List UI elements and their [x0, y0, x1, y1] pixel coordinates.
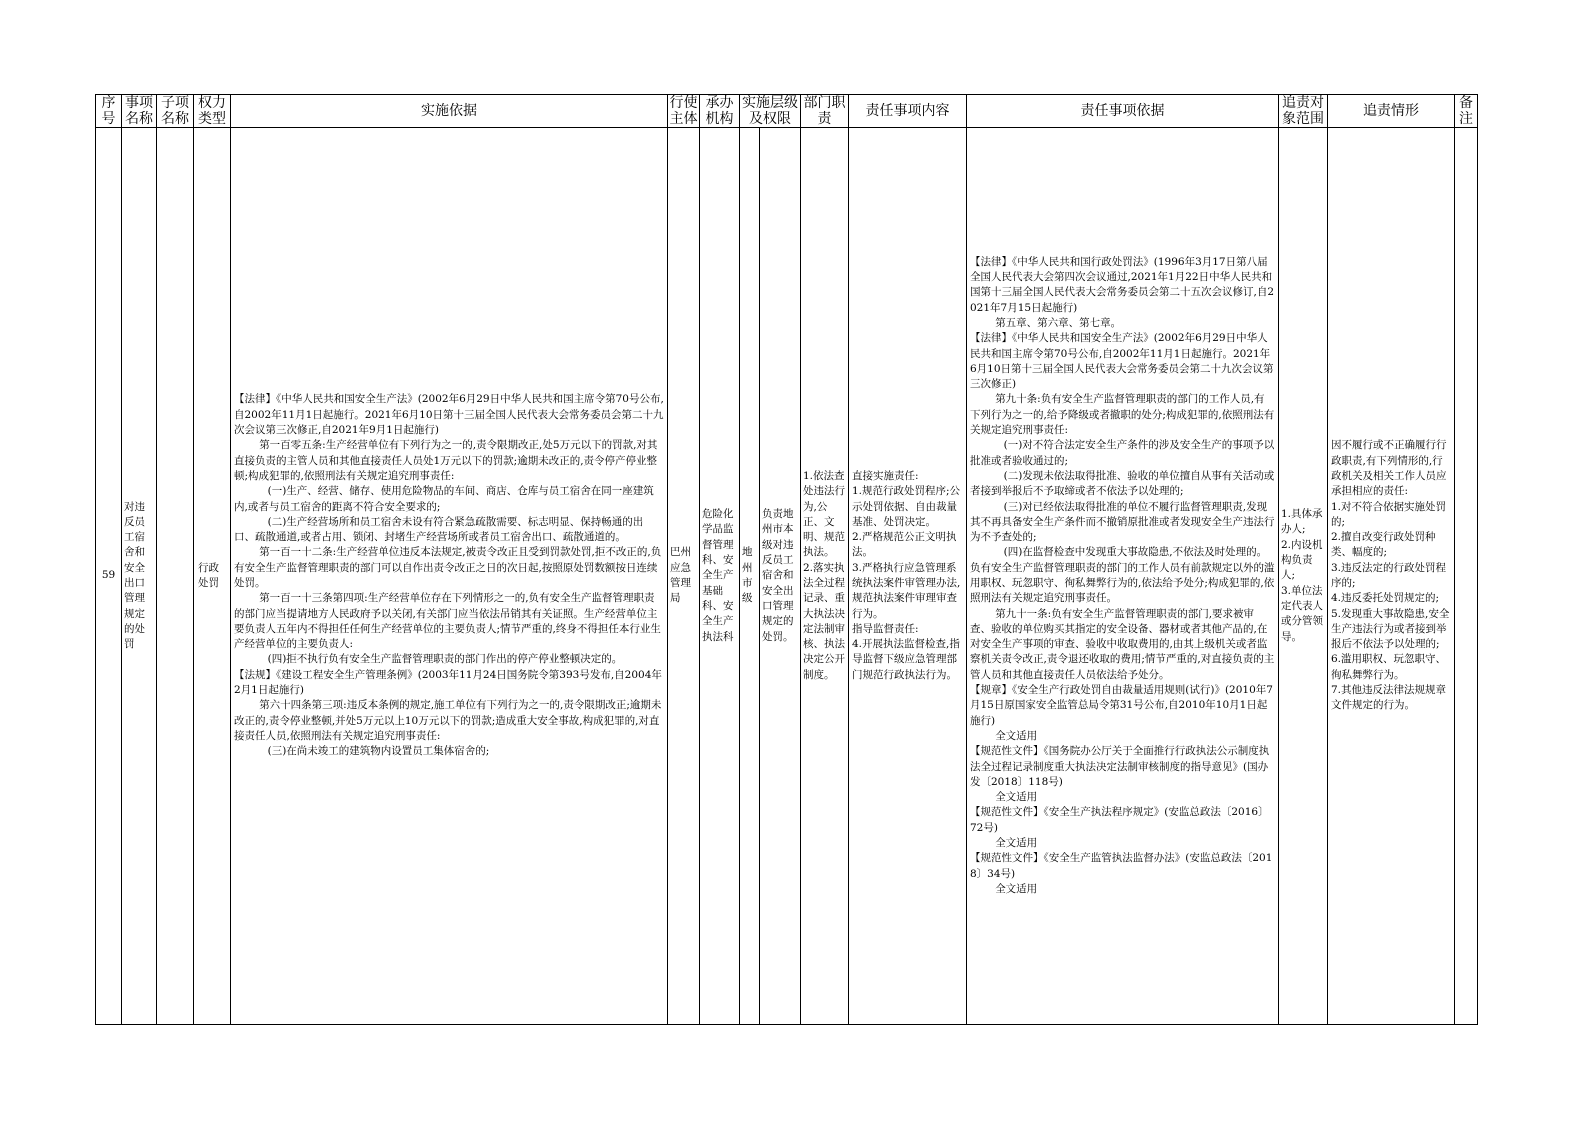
paragraph: (一)对不符合法定安全生产条件的涉及安全生产的事项予以批准或者验收通过的; [970, 439, 1275, 467]
row-resp-content: 直接实施责任: 1.规范行政处罚程序;公示处罚依据、自由裁量基准、处罚决定。 2.严格规范公正文明执法。 3.严格执行应急管理系统执法案件审管理办法,规范执法案件审理审查行为。 指导监督责任: 4.开展执法监督检查,指导监督下级应急管理部门规范行政执法行为。 [849, 128, 967, 1025]
paragraph: 【法律】《中华人民共和国行政处罚法》(1996年3月17日第八届全国人民代表大会第四次会议通过,2021年1月22日中华人民共和国第十三届全国人民代表大会常务委员会第二十五次会议修订,自2021年7月15日起施行) [970, 255, 1275, 314]
header-seq: 序 号 [96, 95, 122, 128]
header-remark: 备 注 [1455, 95, 1478, 128]
row-level-a: 地州市级 [740, 128, 760, 1025]
power-list-table [95, 94, 1478, 1025]
row-subject: 巴州应急管理局 [668, 128, 700, 1025]
paragraph: 【法律】《中华人民共和国安全生产法》(2002年6月29日中华人民共和国主席令第70号公布,自2002年11月1日起施行。2021年6月10日第十三届全国人民代表大会常务委员会第二十九次会议第三次修正,自2021年9月1日起施行) [234, 393, 664, 437]
paragraph: (四)拒不执行负有安全生产监督管理职责的部门作出的停产停业整顿决定的。 [267, 653, 623, 666]
paragraph: 第一百一十二条:生产经营单位违反本法规定,被责令改正且受到罚款处罚,拒不改正的,负有安全生产监督管理职责的部门可以自作出责令改正之日的次日起,按照原处罚数额按日连续处罚。 [234, 546, 662, 589]
header-resp-basis: 责任事项依据 [967, 95, 1279, 128]
paragraph: 【规章】《安全生产行政处罚自由裁量适用规则(试行)》(2010年7月15日原国家安全监管总局令第31号公布,自2010年10月1日起施行) [970, 684, 1273, 727]
header-sub-item: 子项 名称 [157, 95, 194, 128]
basis-text [234, 392, 664, 759]
paragraph: 第一百一十三条第四项:生产经营单位存在下列情形之一的,负有安全生产监督管理职责的部门应当提请地方人民政府予以关闭,有关部门应当依法吊销其有关证照。生产经营单位主要负责人五年内不得担任任何生产经营单位的主要负责人;情节严重的,终身不得担任本行业生产经营单位的主要负责人: [234, 592, 661, 651]
paragraph: 【规范性文件】《国务院办公厅关于全面推行行政执法公示制度执法全过程记录制度重大执法决定法制审核制度的指导意见》(国办发〔2018〕118号) [970, 745, 1270, 788]
row-seq: 59 [96, 128, 122, 1025]
row-resp-basis [967, 128, 1279, 1025]
paragraph: 【法律】《中华人民共和国安全生产法》(2002年6月29日中华人民共和国主席令第70号公布,自2002年11月1日起施行。2021年6月10日第十三届全国人民代表大会常务委员会第二十九次会议第三次修正) [970, 332, 1274, 391]
row-agency: 危险化学品监督管理科、安全生产基础科、安全生产执法科 [700, 128, 740, 1025]
header-account-case: 追责情形 [1328, 95, 1455, 128]
resp-basis-text [970, 255, 1275, 897]
header-item-name: 事项 名称 [122, 95, 157, 128]
paragraph: 全文适用 [995, 882, 1038, 895]
header-basis: 实施依据 [231, 95, 668, 128]
paragraph: 全文适用 [995, 791, 1038, 804]
paragraph: 【规范性文件】《安全生产执法程序规定》(安监总政法〔2016〕72号) [970, 806, 1269, 834]
row-basis [231, 128, 668, 1025]
paragraph: (四)在监督检查中发现重大事故隐患,不依法及时处理的。负有安全生产监督管理职责的部门的工作人员有前款规定以外的滥用职权、玩忽职守、徇私舞弊行为的,依法给予处分;构成犯罪的,依照刑法有关规定追究刑事责任。 [970, 546, 1275, 605]
header-resp-content: 责任事项内容 [849, 95, 967, 128]
row-item-name: 对违反员工宿舍和安全出口管理规定的处罚 [122, 128, 157, 1025]
header-agency: 承办 机构 [700, 95, 740, 128]
paragraph: 全文适用 [995, 729, 1038, 742]
row-account-case: 因不履行或不正确履行行政职责,有下列情形的,行政机关及相关工作人员应承担相应的责任: 1.对不符合依据实施处罚的; 2.擅自改变行政处罚种类、幅度的; 3.违反法定的行政处罚程序的; 4.违反委托处罚规定的; 5.发现重大事故隐患,安全生产违法行为或者接到举报后不依法予以处理的; 6.滥用职权、玩忽职守、徇私舞弊行为。 7.其他违反法律法规规章文件规定的行为。 [1328, 128, 1455, 1025]
paragraph: 第九十条:负有安全生产监督管理职责的部门的工作人员,有下列行为之一的,给予降级或者撤职的处分;构成犯罪的,依照刑法有关规定追究刑事责任: [970, 393, 1275, 437]
header-row [96, 95, 1478, 128]
paragraph: (二)发现未依法取得批准、验收的单位擅自从事有关活动或者接到举报后不予取缔或者不依法予以处理的; [970, 469, 1275, 498]
paragraph: 全文适用 [995, 837, 1038, 850]
paragraph: 第一百零五条:生产经营单位有下列行为之一的,责令限期改正,处5万元以下的罚款,对其直接负责的主管人员和其他直接责任人员处1万元以下的罚款;逾期未改正的,责令停产停业整顿;构成犯罪的,依照刑法有关规定追究刑事责任: [234, 439, 658, 482]
paragraph: (三)在尚未竣工的建筑物内设置员工集体宿舍的; [267, 745, 490, 758]
row-remark [1455, 128, 1478, 1025]
header-subject: 行使 主体 [669, 95, 698, 127]
header-power-type: 权力 类型 [194, 95, 231, 128]
paragraph: 【法规】《建设工程安全生产管理条例》(2003年11月24日国务院令第393号发布,自2004年2月1日起施行) [234, 668, 662, 697]
paragraph: (一)生产、经营、储存、使用危险物品的车间、商店、仓库与员工宿舍在同一座建筑内,或者与员工宿舍的距离不符合安全要求的; [234, 485, 654, 513]
paragraph: 第五章、第六章、第七章。 [995, 316, 1122, 329]
paragraph: 第六十四条第三项:违反本条例的规定,施工单位有下列行为之一的,责令限期改正;逾期未改正的,责令停业整顿,并处5万元以上10万元以下的罚款;造成重大安全事故,构成犯罪的,对直接责任人员,依照刑法有关规定追究刑事责任: [234, 699, 662, 742]
paragraph: (三)对已经依法取得批准的单位不履行监督管理职责,发现其不再具备安全生产条件而不撤销原批准或者发现安全生产违法行为不予查处的; [970, 500, 1275, 544]
paragraph: 第九十一条:负有安全生产监督管理职责的部门,要求被审查、验收的单位购买其指定的安全设备、器材或者其他产品的,在对安全生产事项的审查、验收中收取费用的,由其上级机关或者监察机关责令改正,责令退还收取的费用;情节严重的,对直接负责的主管人员和其他直接责任人员依法给予处分。 [970, 607, 1275, 681]
row-sub-item [157, 128, 194, 1025]
paragraph: (二)生产经营场所和员工宿舍未设有符合紧急疏散需要、标志明显、保持畅通的出口、疏散通道,或者占用、锁闭、封堵生产经营场所或者员工宿舍出口、疏散通道的。 [234, 515, 644, 544]
row-power-type: 行政处罚 [194, 128, 231, 1025]
paragraph: 【规范性文件】《安全生产监管执法监督办法》(安监总政法〔2018〕34号) [970, 852, 1273, 880]
row-level-b: 负责地州市本级对违反员工宿舍和安全出口管理规定的处罚。 [760, 128, 801, 1025]
header-level: 实施层级 及权限 [740, 95, 801, 128]
header-dept-duty: 部门职 责 [801, 95, 849, 128]
row-account-scope: 1.具体承办人; 2.内设机构负责人; 3.单位法定代表人或分管领导。 [1279, 128, 1328, 1025]
header-account-scope: 追责对 象范围 [1279, 95, 1328, 128]
table-row [96, 128, 1478, 1025]
row-dept-duty: 1.依法查处违法行为,公正、文明、规范执法。 2.落实执法全过程记录、重大执法决定法制审核、执法决定公开制度。 [801, 128, 849, 1025]
